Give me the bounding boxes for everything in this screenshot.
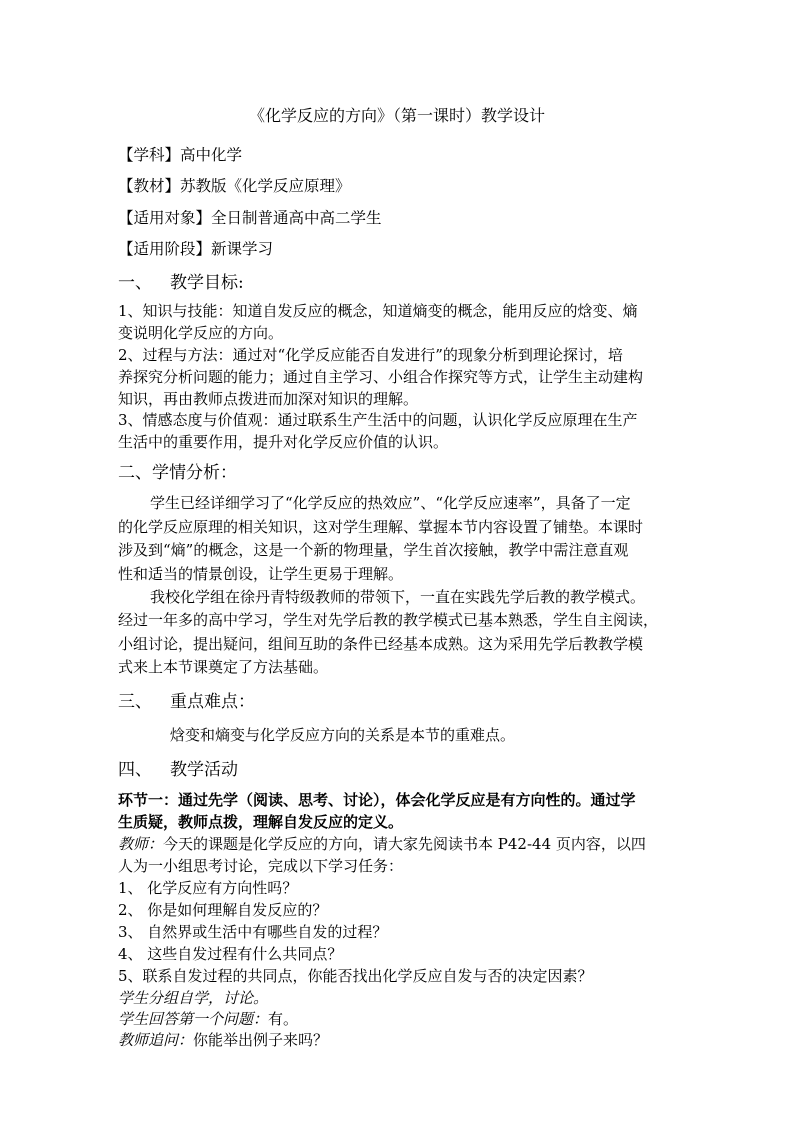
task-item: 1、 化学反应有方向性吗？ bbox=[118, 879, 298, 897]
analysis-line: 式来上本节课奠定了方法基础。 bbox=[118, 658, 329, 676]
task-item: 2、 你是如何理解自发反应的？ bbox=[118, 901, 328, 919]
analysis-line: 性和适当的情景创设，让学生更易于理解。 bbox=[118, 565, 404, 583]
section-heading-analysis: 二、学情分析： bbox=[118, 463, 237, 483]
analysis-line: 的化学反应原理的相关知识，这对学生理解、掌握本节内容设置了铺垫。本课时 bbox=[118, 518, 644, 536]
section-heading-objectives bbox=[118, 270, 244, 296]
analysis-line: 涉及到“熵”的概念，这是一个新的物理量，学生首次接触，教学中需注意直观 bbox=[118, 541, 629, 559]
section-title: 重点难点： bbox=[170, 692, 255, 712]
objective-line: 养探究分析问题的能力；通过自主学习、小组合作探究等方式，让学生主动建构 bbox=[118, 368, 644, 386]
teacher-followup bbox=[118, 1030, 328, 1051]
teacher-followup-text: 你能举出例子来吗？ bbox=[193, 1031, 329, 1049]
analysis-line: 小组讨论，提出疑问，组间互助的条件已经基本成熟。这为采用先学后教教学模 bbox=[118, 635, 644, 653]
document-title: 《化学反应的方向》（第一课时）教学设计 bbox=[248, 106, 545, 125]
objective-line: 变说明化学反应的方向。 bbox=[118, 324, 284, 342]
teacher-followup-label: 教师追问： bbox=[118, 1031, 194, 1049]
analysis-line: 经过一年多的高中学习，学生对先学后教的教学模式已基本熟悉，学生自主阅读， bbox=[118, 611, 659, 629]
task-item: 3、 自然界或生活中有哪些自发的过程？ bbox=[118, 923, 388, 941]
meta-stage: 【适用阶段】新课学习 bbox=[118, 240, 274, 258]
section-number: 三、 bbox=[118, 692, 152, 712]
objective-line: 知识，再由教师点拨进而加深对知识的理解。 bbox=[118, 390, 419, 408]
teacher-instruction-cont: 人为一小组思考讨论，完成以下学习任务： bbox=[118, 857, 404, 875]
meta-audience: 【适用对象】全日制普通高中高二学生 bbox=[118, 209, 382, 227]
section-heading-activities bbox=[118, 757, 238, 783]
analysis-line: 学生已经详细学习了“化学反应的热效应”、“化学反应速率”，具备了一定 bbox=[150, 494, 631, 512]
student-answer-text: 有。 bbox=[268, 1010, 299, 1028]
section-number: 一、 bbox=[118, 273, 152, 293]
teacher-text: 今天的课题是化学反应的方向，请大家先阅读书本 P42-44 页内容，以四 bbox=[163, 835, 646, 853]
objective-line: 1、知识与技能：知道自发反应的概念，知道熵变的概念，能用反应的焓变、熵 bbox=[118, 302, 638, 320]
stage-one-heading: 生质疑，教师点拨，理解自发反应的定义。 bbox=[118, 813, 404, 831]
teacher-instruction bbox=[118, 834, 646, 855]
section-heading-keypoints bbox=[118, 689, 255, 715]
section-title: 教学活动 bbox=[170, 760, 238, 780]
meta-subject: 【学科】高中化学 bbox=[118, 146, 243, 164]
objective-line: 生活中的重要作用，提升对化学反应价值的认识。 bbox=[118, 433, 449, 451]
teacher-label: 教师： bbox=[118, 835, 164, 853]
student-answer-label: 学生回答第一个问题： bbox=[118, 1010, 269, 1028]
keypoints-text: 焓变和熵变与化学反应方向的关系是本节的重难点。 bbox=[170, 726, 516, 744]
analysis-line: 我校化学组在徐丹青特级教师的带领下，一直在实践先学后教的教学模式。 bbox=[150, 588, 646, 606]
task-item: 4、 这些自发过程有什么共同点？ bbox=[118, 945, 343, 963]
meta-textbook: 【教材】苏教版《化学反应原理》 bbox=[118, 177, 351, 195]
section-number: 四、 bbox=[118, 760, 152, 780]
stage-one-heading: 环节一：通过先学（阅读、思考、讨论），体会化学反应是有方向性的。通过学 bbox=[118, 791, 636, 809]
student-group-note: 学生分组自学，讨论。 bbox=[118, 989, 269, 1007]
student-answer bbox=[118, 1009, 298, 1030]
objective-line: 3、情感态度与价值观：通过联系生产生活中的问题，认识化学反应原理在生产 bbox=[118, 411, 638, 429]
objective-line: 2、过程与方法：通过对“化学反应能否自发进行”的现象分析到理论探讨，培 bbox=[118, 346, 623, 364]
section-title: 教学目标: bbox=[170, 273, 244, 293]
task-item: 5、联系自发过程的共同点，你能否找出化学反应自发与否的决定因素？ bbox=[118, 967, 593, 985]
